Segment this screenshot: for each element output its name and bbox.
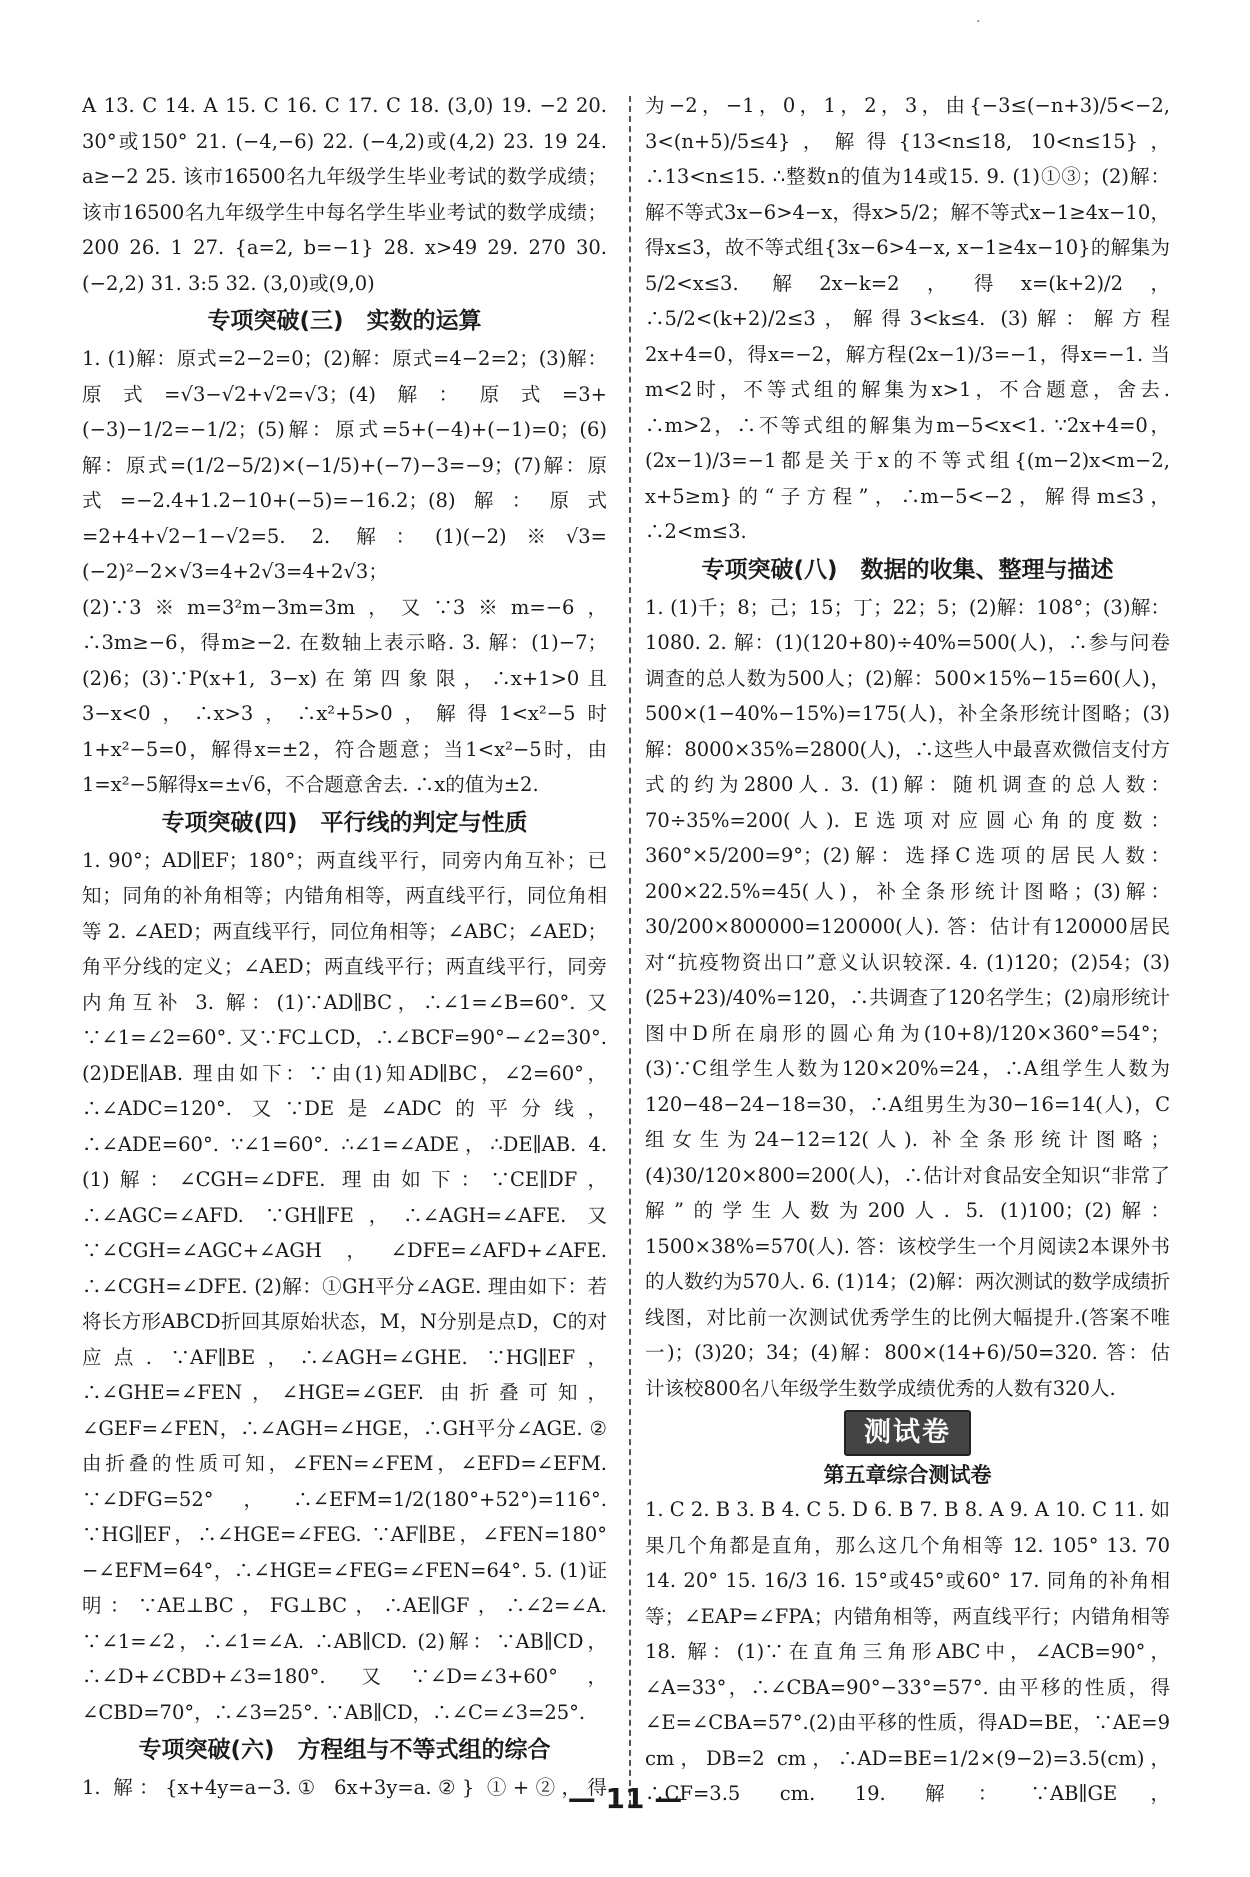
section-heading: 专项突破(八) 数据的收集、整理与描述 [701, 556, 1114, 583]
test-banner: 测试卷 [844, 1410, 971, 1456]
answers-paragraph: 为−2，−1，0，1，2，3，由{−3≤(−n+3)/5<−2, 3<(n+5)/5≤4}，解得{13<n≤18, 10<n≤15}，∴13<n≤15. ∴整数n的值为14或15. 9. (1)①③；(2)解：解不等式3x−6>4−x，得x>5/2；解不等式x−1≥4x−10，得x≤3，故不等式组{3x−6>4−x, x−1≥4x−10}的解集为5/2<x≤3. 解2x−k=2，得x=(k+2)/2，∴5/2<(k+2)/2≤3，解得3<k≤4. (3)解：解方程2x+4=0，得x=−2，解方程(2x−1)/3=−1，得x=−1. 当m<2时，不等式组的解集为x>1，不合题意，舍去. ∴m>2，∴不等式组的解集为m−5<x<1. ∵2x+4=0，(2x−1)/3=−1都是关于x的不等式组{(m−2)x<m−2, x+5≥m}的“子方程”，∴m−5<−2，解得m≤3，∴2<m≤3. [645, 94, 1170, 543]
left-column [82, 88, 607, 1810]
corner-dot: · [976, 14, 981, 30]
answers-paragraph: 1. 90°；AD∥EF；180°；两直线平行，同旁内角互补；已知；同角的补角相等；内错角相等，两直线平行，同位角相等 2. ∠AED；两直线平行，同位角相等；∠ABC；∠AED；角平分线的定义；∠AED；两直线平行；两直线平行，同旁内角互补 3. 解：(1)∵AD∥BC，∴∠1=∠B=60°. 又∵∠1=∠2=60°. 又∵FC⊥CD，∴∠BCF=90°−∠2=30°. (2)DE∥AB. 理由如下：∵由(1)知AD∥BC，∠2=60°，∴∠ADC=120°. 又∵DE是∠ADC的平分线，∴∠ADE=60°. ∵∠1=60°. ∴∠1=∠ADE，∴DE∥AB. 4. (1)解：∠CGH=∠DFE. 理由如下：∵CE∥DF，∴∠AGC=∠AFD. ∵GH∥FE，∴∠AGH=∠AFE. 又∵∠CGH=∠AGC+∠AGH，∠DFE=∠AFD+∠AFE. ∴∠CGH=∠DFE. (2)解：①GH平分∠AGE. 理由如下：若将长方形ABCD折回其原始状态，M，N分别是点D，C的对应点. ∵AF∥BE，∴∠AGH=∠GHE. ∵HG∥EF，∴∠GHE=∠FEN，∠HGE=∠GEF. 由折叠可知，∠GEF=∠FEN，∴∠AGH=∠HGE，∴GH平分∠AGE. ②由折叠的性质可知，∠FEN=∠FEM，∠EFD=∠EFM. ∵∠DFG=52°，∴∠EFM=1/2(180°+52°)=116°. ∵HG∥EF，∴∠HGE=∠FEG. ∵AF∥BE，∠FEN=180°−∠EFM=64°，∴∠HGE=∠FEG=∠FEN=64°. 5. (1)证明：∵AE⊥BC，FG⊥BC，∴AE∥GF，∴∠2=∠A. ∵∠1=∠2，∴∠1=∠A. ∴AB∥CD. (2)解：∵AB∥CD，∴∠D+∠CBD+∠3=180°. 又∵∠D=∠3+60°，∠CBD=70°，∴∠3=25°. ∵AB∥CD，∴∠C=∠3=25°. [82, 848, 607, 1724]
test-banner-wrap [645, 1410, 1170, 1456]
answers-paragraph: A 13. C 14. A 15. C 16. C 17. C 18. (3,0) 19. −2 20. 30°或150° 21. (−4,−6) 22. (−4,2)或(4,2) 23. 19 24. a≥−2 25. 该市16500名九年级学生毕业考试的数学成绩；该市16500名九年级学生中每名学生毕业考试的数学成绩；200 26. 1 27. {a=2, b=−1} 28. x>49 29. 270 30. (−2,2) 31. 3:5 32. (3,0)或(9,0) [82, 94, 607, 295]
section-heading: 专项突破(四) 平行线的判定与性质 [161, 809, 528, 836]
answers-paragraph: 1. (1)千；8；己；15；丁；22；5；(2)解：108°；(3)解：1080. 2. 解：(1)(120+80)÷40%=500(人)，∴参与问卷调查的总人数为500人；(2)解：500×15%−15=60(人)，500×(1−40%−15%)=175(人)，补全条形统计图略；(3)解：8000×35%=2800(人)，∴这些人中最喜欢微信支付方式的约为2800人. 3. (1)解：随机调查的总人数：70÷35%=200(人). E选项对应圆心角的度数：360°×5/200=9°；(2)解：选择C选项的居民人数：200×22.5%=45(人)，补全条形统计图略；(3)解：30/200×800000=120000(人). 答：估计有120000居民对“抗疫物资出口”意义认识较深. 4. (1)120；(2)54；(3)(25+23)/40%=120，∴共调查了120名学生；(2)扇形统计图中D所在扇形的圆心角为(10+8)/120×360°=54°；(3)∵C组学生人数为120×20%=24，∴A组学生人数为120−48−24−18=30，∴A组男生为30−16=14(人)，C组女生为24−12=12(人). 补全条形统计图略；(4)30/120×800=200(人)，∴估计对食品安全知识“非常了解”的学生人数为200人. 5. (1)100；(2)解：1500×38%=570(人). 答：该校学生一个月阅读2本课外书的人数约为570人. 6. (1)14；(2)解：两次测试的数学成绩折线图，对比前一次测试优秀学生的比例大幅提升.(答案不唯一)；(3)20；34；(4)解：800×(14+6)/50=320. 答：估计该校800名八年级学生数学成绩优秀的人数有320人. [645, 595, 1170, 1400]
answers-paragraph: 1. C 2. B 3. B 4. C 5. D 6. B 7. B 8. A 9. A 10. C 11. 如果几个角都是直角，那么这几个角相等 12. 105° 13. 70 14. 20° 15. 16/3 16. 15°或45°或60° 17. 同角的补角相等；∠EAP=∠FPA；内错角相等，两直线平行；内错角相等 18. 解：(1)∵在直角三角形ABC中，∠ACB=90°，∠A=33°，∴∠CBA=90°−33°=57°. 由平移的性质，得∠E=∠CBA=57°.(2)由平移的性质，得AD=BE，∵AE=9 cm，DB=2 cm，∴AD=BE=1/2×(9−2)=3.5(cm)，∴CF=3.5 cm. 19. 解：∵AB∥GE， [645, 1498, 1170, 1805]
page-number: — 11 — [567, 1782, 683, 1815]
section-heading: 专项突破(六) 方程组与不等式组的综合 [138, 1737, 551, 1763]
test-title: 第五章综合测试卷 [823, 1463, 992, 1487]
section-heading: 专项突破(三) 实数的运算 [207, 308, 482, 334]
column-divider [629, 96, 631, 1806]
right-column [645, 88, 1170, 1810]
answers-paragraph: 1. 解：{x+4y=a−3.① 6x+3y=a.②} ①+②，得 [82, 1776, 607, 1799]
answers-paragraph: 1. (1)解：原式=2−2=0；(2)解：原式=4−2=2；(3)解：原式=√3−√2+√2=√3；(4)解：原式=3+(−3)−1/2=−1/2；(5)解：原式=5+(−4)+(−1)=0；(6)解：原式=(1/2−5/2)×(−1/5)+(−7)−3=−9；(7)解：原式=−2.4+1.2−10+(−5)=−16.2；(8)解：原式=2+4+√2−1−√2=5. 2. 解：(1)(−2)※√3=(−2)²−2×√3=4+2√3=4+2√3；(2)∵3※m=3²m−3m=3m，又∵3※m=−6，∴3m≥−6，得m≥−2. 在数轴上表示略. 3. 解：(1)−7；(2)6；(3)∵P(x+1, 3−x)在第四象限，∴x+1>0且3−x<0，∴x>3，∴x²+5>0，解得1<x²−5时1+x²−5=0，解得x=±2，符合题意；当1<x²−5时，由1=x²−5解得x=±√6，不合题意舍去. ∴x的值为±2. [82, 347, 607, 796]
